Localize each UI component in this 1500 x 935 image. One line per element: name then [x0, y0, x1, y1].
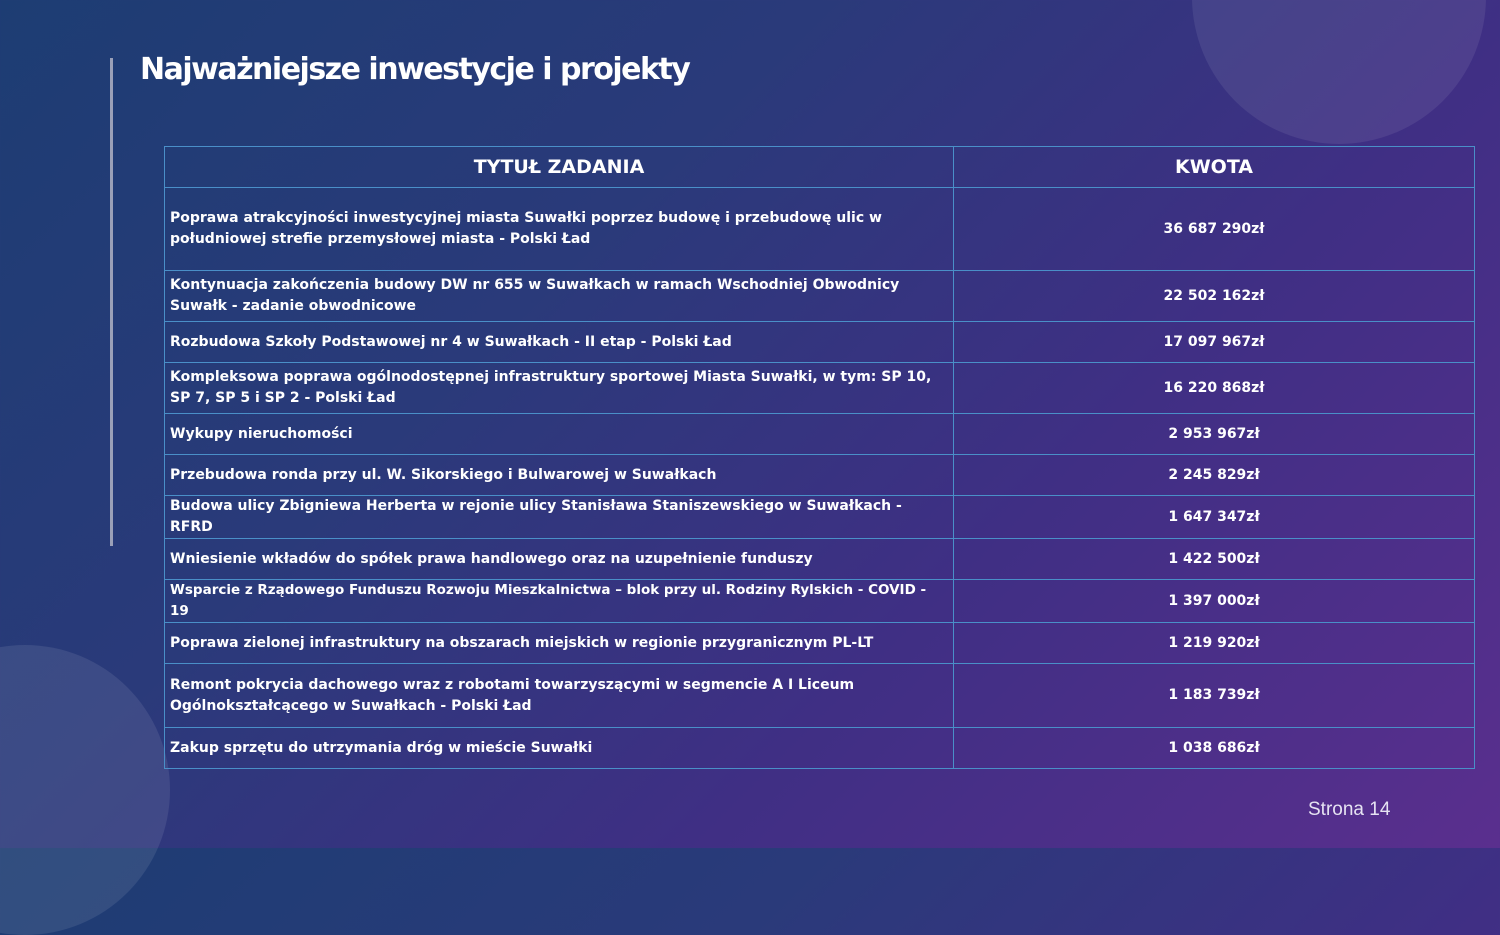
header-amount: KWOTA: [954, 147, 1475, 188]
amount-cell: 1 422 500zł: [954, 539, 1475, 580]
table-row: [165, 539, 1475, 580]
task-title-cell: Wykupy nieruchomości: [165, 414, 954, 455]
table-row: [165, 322, 1475, 363]
amount-cell: 1 038 686zł: [954, 728, 1475, 769]
task-title-cell: Wniesienie wkładów do spółek prawa handlowego oraz na uzupełnienie funduszy: [165, 539, 954, 580]
amount-cell: 22 502 162zł: [954, 271, 1475, 322]
table-row: [165, 188, 1475, 271]
table-row: [165, 455, 1475, 496]
amount-cell: 17 097 967zł: [954, 322, 1475, 363]
task-title-cell: Poprawa atrakcyjności inwestycyjnej miasta Suwałki poprzez budowę i przebudowę ulic w południowej strefie przemysłowej miasta - Polski Ład: [165, 188, 954, 271]
amount-cell: 1 397 000zł: [954, 580, 1475, 623]
page-title: Najważniejsze inwestycje i projekty: [140, 52, 690, 87]
table-row: [165, 664, 1475, 728]
task-title-cell: Wsparcie z Rządowego Funduszu Rozwoju Mieszkalnictwa – blok przy ul. Rodziny Rylskich - COVID - 19: [165, 580, 954, 623]
header-task-title: TYTUŁ ZADANIA: [165, 147, 954, 188]
table-header-row: [165, 147, 1475, 188]
task-title-cell: Rozbudowa Szkoły Podstawowej nr 4 w Suwałkach - II etap - Polski Ład: [165, 322, 954, 363]
task-title-cell: Remont pokrycia dachowego wraz z robotami towarzyszącymi w segmencie A I Liceum Ogólnokształcącego w Suwałkach - Polski Ład: [165, 664, 954, 728]
amount-cell: 1 219 920zł: [954, 623, 1475, 664]
amount-cell: 2 245 829zł: [954, 455, 1475, 496]
task-title-cell: Poprawa zielonej infrastruktury na obszarach miejskich w regionie przygranicznym PL-LT: [165, 623, 954, 664]
table-row: [165, 414, 1475, 455]
table-row: [165, 623, 1475, 664]
page-number: Strona 14: [1308, 799, 1391, 820]
title-accent-bar: [110, 58, 113, 546]
task-title-cell: Budowa ulicy Zbigniewa Herberta w rejonie ulicy Stanisława Staniszewskiego w Suwałkach - RFRD: [165, 496, 954, 539]
amount-cell: 36 687 290zł: [954, 188, 1475, 271]
task-title-cell: Kontynuacja zakończenia budowy DW nr 655 w Suwałkach w ramach Wschodniej Obwodnicy Suwałk - zadanie obwodnicowe: [165, 271, 954, 322]
amount-cell: 1 183 739zł: [954, 664, 1475, 728]
amount-cell: 2 953 967zł: [954, 414, 1475, 455]
table-row: [165, 580, 1475, 623]
amount-cell: 16 220 868zł: [954, 363, 1475, 414]
table-row: [165, 271, 1475, 322]
task-title-cell: Kompleksowa poprawa ogólnodostępnej infrastruktury sportowej Miasta Suwałki, w tym: SP 10, SP 7, SP 5 i SP 2 - Polski Ład: [165, 363, 954, 414]
table-row: [165, 363, 1475, 414]
decorative-circle-bottom: [0, 645, 170, 935]
decorative-circle-top: [1192, 0, 1486, 144]
table-row: [165, 728, 1475, 769]
task-title-cell: Przebudowa ronda przy ul. W. Sikorskiego i Bulwarowej w Suwałkach: [165, 455, 954, 496]
investments-table: [164, 146, 1475, 769]
task-title-cell: Zakup sprzętu do utrzymania dróg w mieście Suwałki: [165, 728, 954, 769]
table-row: [165, 496, 1475, 539]
amount-cell: 1 647 347zł: [954, 496, 1475, 539]
